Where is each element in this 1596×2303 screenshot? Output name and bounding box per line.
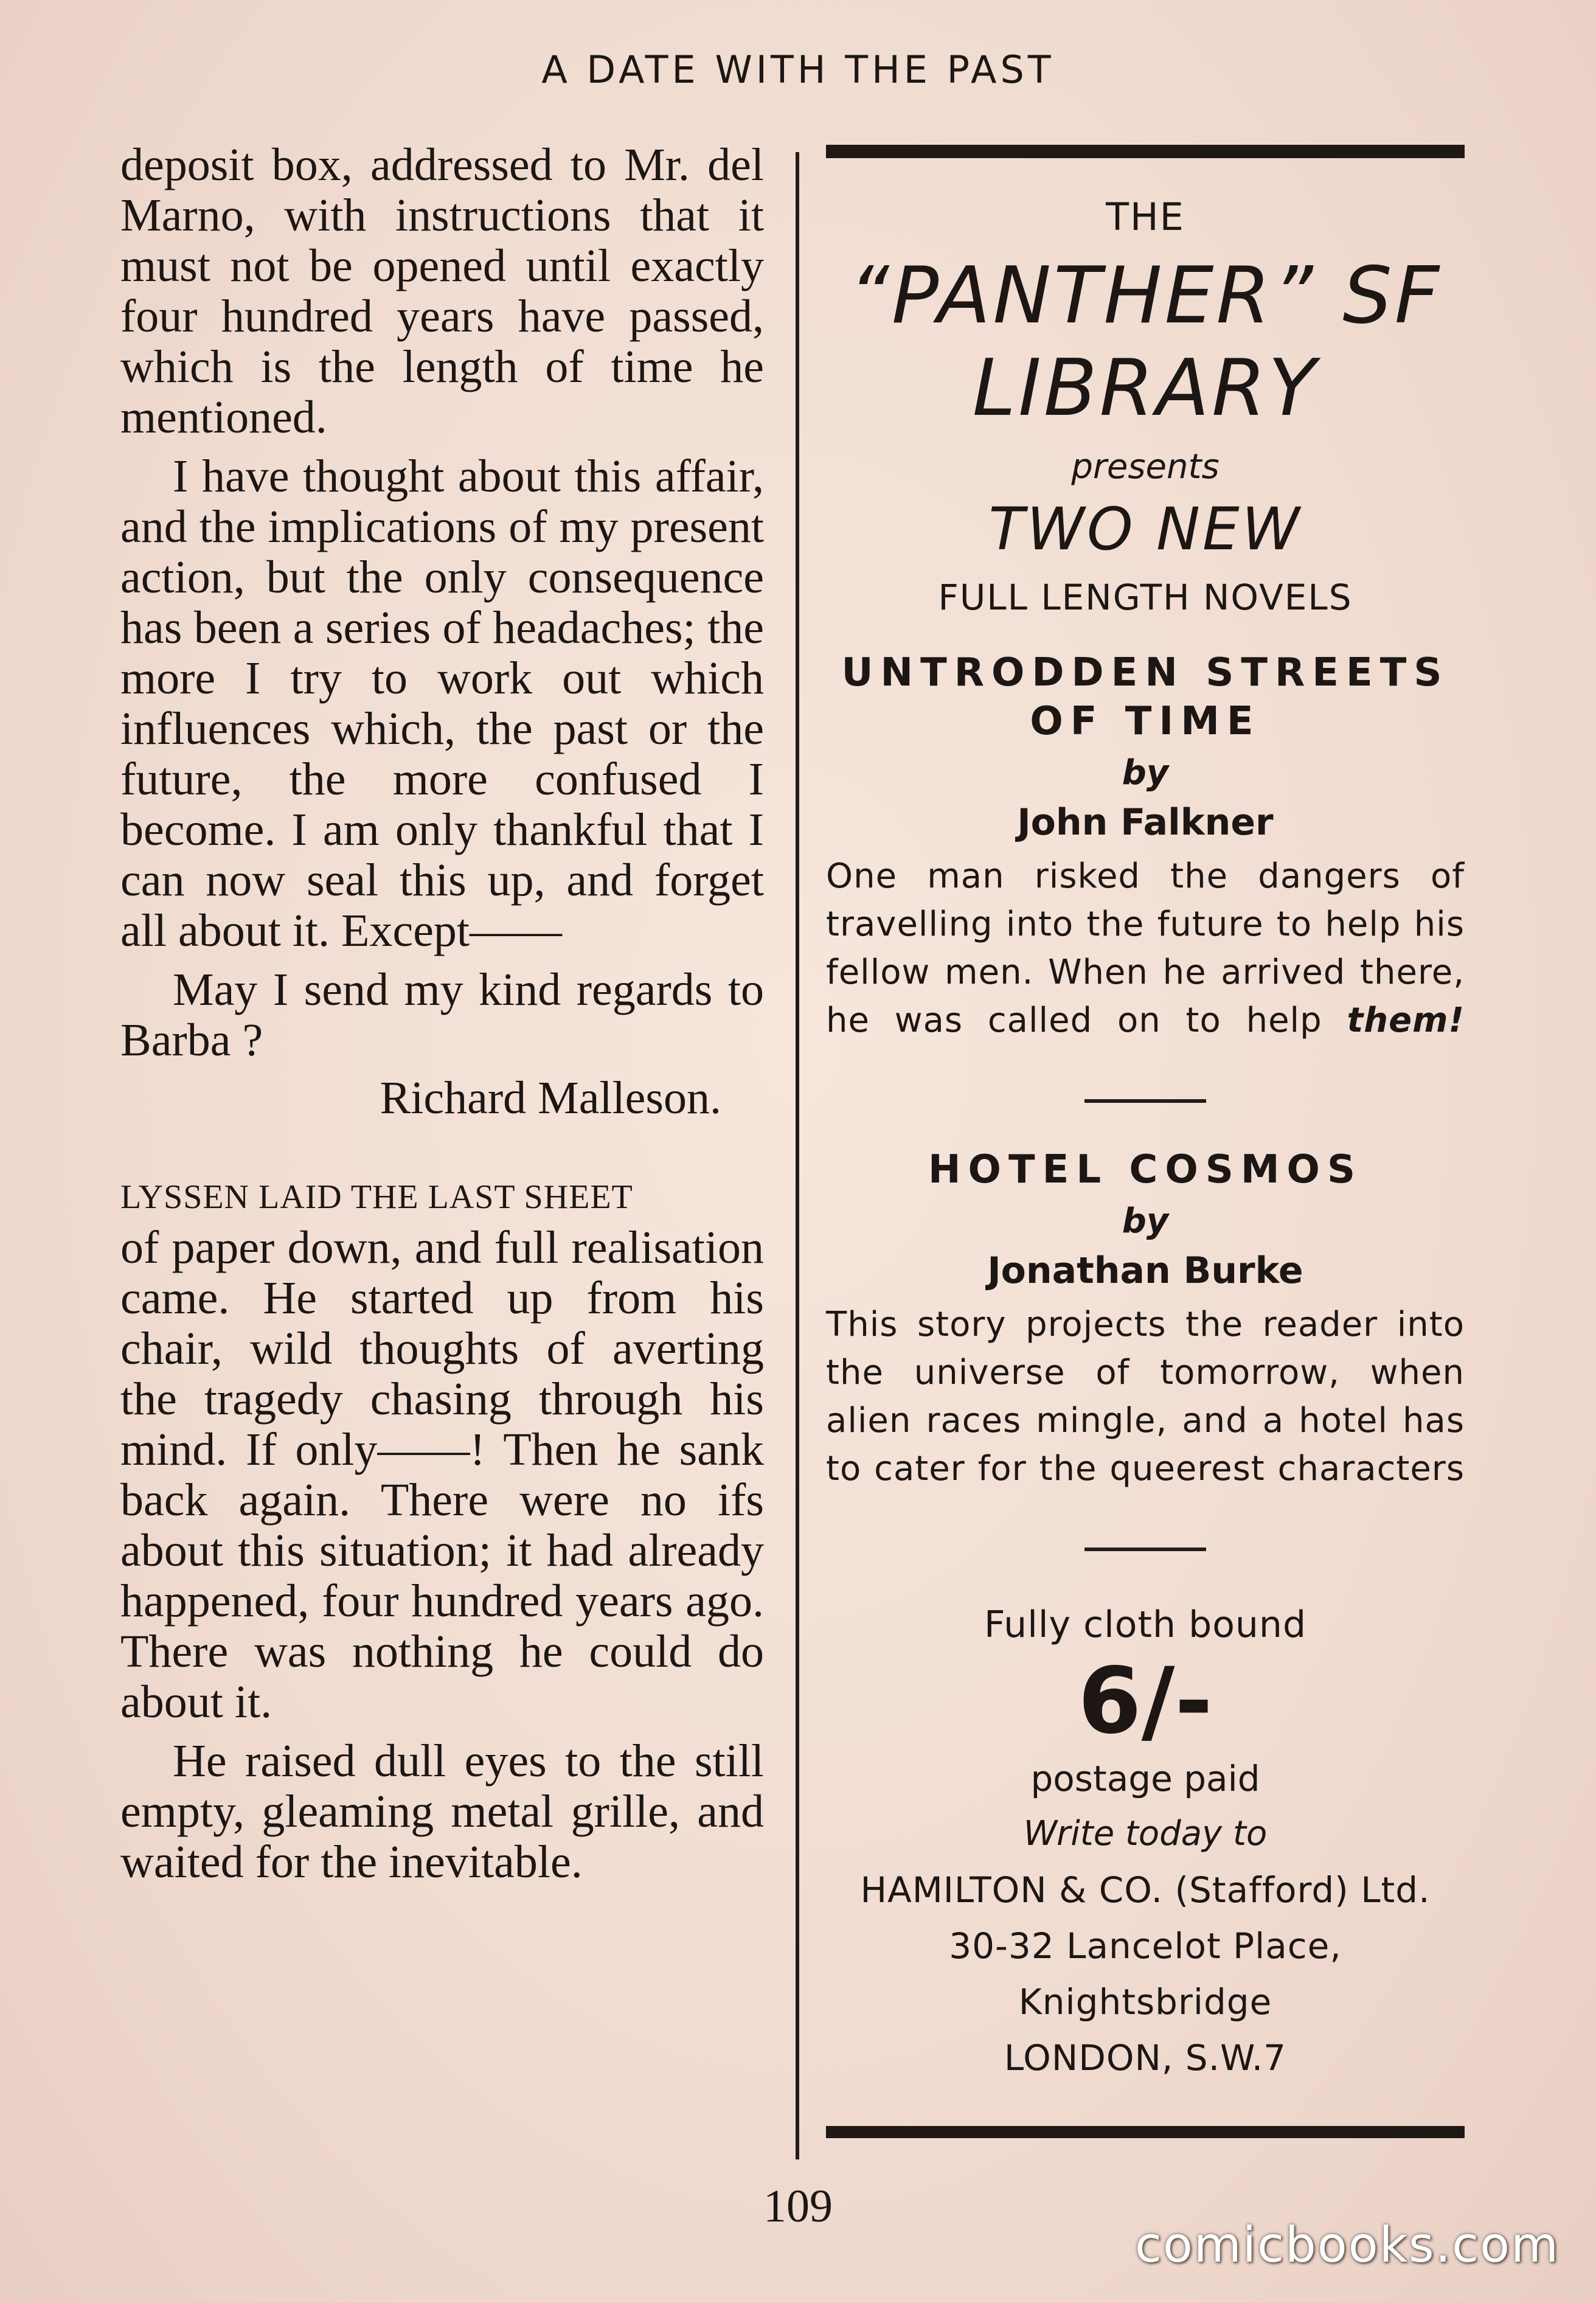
postage-note: postage paid xyxy=(1030,1758,1260,1799)
section-lead-smallcaps: LYSSEN LAID THE LAST SHEET xyxy=(120,1178,633,1216)
book-description-text: One man risked the dangers of travelling into the future to help his fellow men. When he arrived there, he was called on to help xyxy=(826,856,1465,1040)
story-column xyxy=(120,140,764,1888)
publisher-line: 30-32 Lancelot Place, Knightsbridge xyxy=(949,1925,1342,2023)
story-paragraph: I have thought about this affair, and the implications of my present action, but the only consequence has been a series of headaches; the more I try to work out which influences which, the past or the future, the more confused I become. I am only thankful that I can now seal this up, and forget all about it. Except—— xyxy=(120,451,764,956)
story-paragraph: deposit box, addressed to Mr. del Marno, with instructions that it must not be opened until exactly four hundred years have passed, which is the length of time he mentioned. xyxy=(120,139,764,443)
ad-library-title xyxy=(826,250,1465,435)
ad-presents: presents xyxy=(1071,447,1220,487)
binding-note: Fully cloth bound xyxy=(984,1603,1307,1646)
book-by: by xyxy=(1122,1201,1169,1241)
book-author: John Falkner xyxy=(1017,801,1274,844)
ad-full-length: FULL LENGTH NOVELS xyxy=(938,577,1353,618)
watermark: comicbooks.com xyxy=(1134,2217,1560,2273)
book-author: Jonathan Burke xyxy=(987,1249,1303,1292)
ad-top-rule xyxy=(826,145,1465,158)
book-title-line: OF TIME xyxy=(1030,699,1261,744)
page-number: 109 xyxy=(763,2181,833,2232)
column-divider xyxy=(796,152,799,2159)
ad-two-new: TWO NEW xyxy=(988,495,1302,563)
ad-title-line: “PANTHER” SF xyxy=(848,251,1442,341)
book-description-emphasis: them! xyxy=(1347,1001,1465,1040)
ad-the: THE xyxy=(1106,195,1185,239)
price: 6/- xyxy=(1078,1648,1213,1754)
book-title: HOTEL COSMOS xyxy=(928,1147,1363,1192)
publisher-address xyxy=(826,1862,1465,2086)
book-description xyxy=(826,852,1465,1044)
section-opening xyxy=(120,1172,764,1728)
write-today: Write today to xyxy=(1023,1814,1268,1853)
ad-title-line: LIBRARY xyxy=(972,343,1319,434)
publisher-line: HAMILTON & CO. (Stafford) Ltd. xyxy=(860,1869,1431,1911)
ad-separator xyxy=(1084,1547,1206,1551)
book-by: by xyxy=(1122,753,1169,793)
story-paragraph: He raised dull eyes to the still empty, gleaming metal grille, and waited for the inevitable. xyxy=(120,1735,764,1888)
story-paragraph: May I send my kind regards to Barba ? xyxy=(120,964,764,1066)
story-paragraph: of paper down, and full realisation came. He started up from his chair, wild thoughts of averting the tragedy chasing through his mind. If only——! Then he sank back again. There were no ifs about this situation; it had already happened, four hundred years ago. There was nothing he could do about it. xyxy=(120,1222,764,1728)
book-description: This story projects the reader into the universe of tomorrow, when alien races mingle, and a hotel has to cater for the queerest characters xyxy=(826,1305,1465,1488)
running-head: A DATE WITH THE PAST xyxy=(541,47,1055,92)
ad-bottom-rule xyxy=(826,2126,1465,2138)
publisher-line: LONDON, S.W.7 xyxy=(1004,2037,1287,2079)
book-title xyxy=(826,648,1465,746)
book-title-line: UNTRODDEN STREETS xyxy=(841,650,1449,695)
ad-separator xyxy=(1084,1099,1206,1103)
advertisement xyxy=(826,145,1465,2138)
letter-signature: Richard Malleson. xyxy=(380,1072,721,1124)
